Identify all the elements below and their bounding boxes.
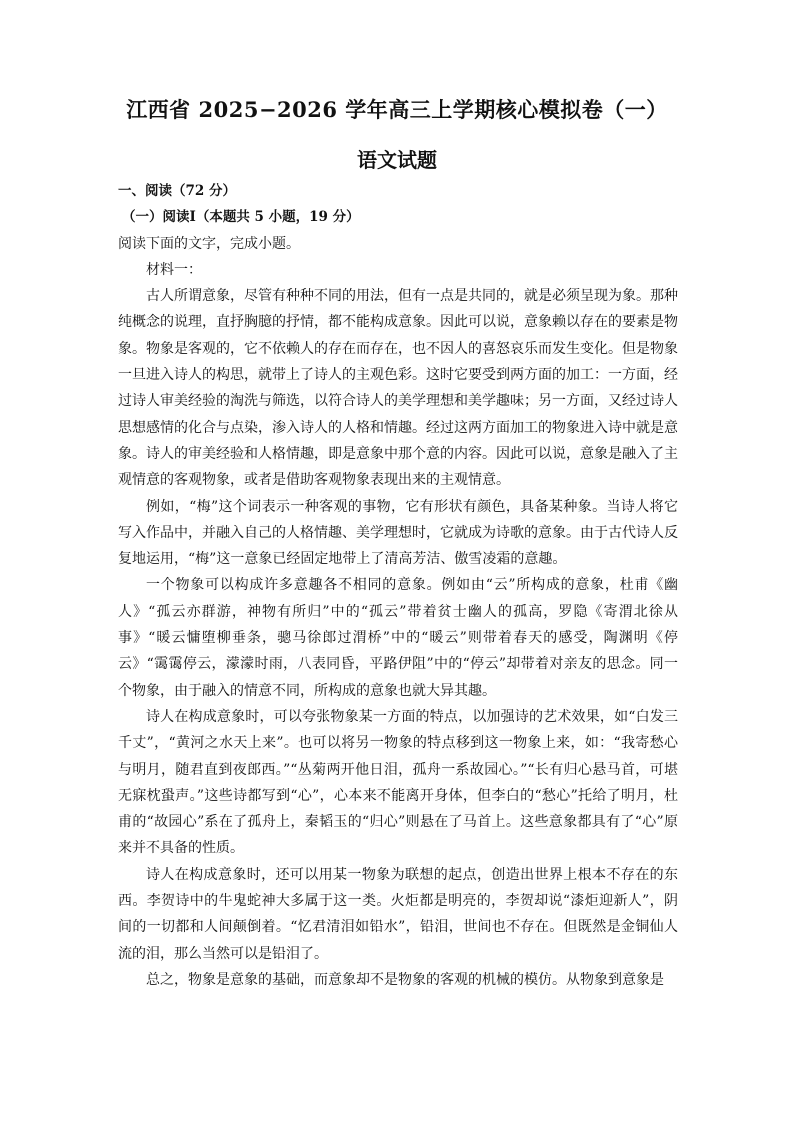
page-subtitle: 语文试题 bbox=[357, 148, 437, 172]
paragraph: 总之，物象是意象的基础，而意象却不是物象的客观的机械的模仿。从物象到意象是 bbox=[146, 971, 664, 988]
subsection-heading: （一）阅读Ⅰ（本题共 5 小题，19 分） bbox=[122, 209, 360, 226]
section-heading: 一、阅读（72 分） bbox=[118, 183, 236, 199]
paragraph: 一个物象可以构成许多意趣各不相同的意象。例如由“云”所构成的意象，杜甫《幽人》“孤云亦群游，神物有所归”中的“孤云”带着贫士幽人的孤高，罗隐《寄渭北徐从事》“暖云慵堕柳垂条，骢马徐郎过渭桥”中的“暖云”则带着春天的感受，陶渊明《停云》“霭霭停云，濛濛时雨，八表同昏，平路伊阻”中的“停云”却带着对亲友的思念。同一个物象，由于融入的情意不同，所构成的意象也就大异其趣。 bbox=[118, 577, 678, 699]
paragraph: 例如，“梅”这个词表示一种客观的事物，它有形状有颜色，具备某种象。当诗人将它写入作品中，并融入自己的人格情趣、美学理想时，它就成为诗歌的意象。由于古代诗人反复地运用，“梅”这一意象已经固定地带上了清高芳洁、傲雪凌霜的意趣。 bbox=[118, 498, 678, 568]
paragraph: 古人所谓意象，尽管有种种不同的用法，但有一点是共同的，就是必须呈现为象。那种纯概念的说理，直抒胸臆的抒情，都不能构成意象。因此可以说，意象赖以存在的要素是物象。物象是客观的，它不依赖人的存在而存在，也不因人的喜怒哀乐而发生变化。但是物象一旦进入诗人的构思，就带上了诗人的主观色彩。这时它要受到两方面的加工：一方面，经过诗人审美经验的淘洗与筛选，以符合诗人的美学理想和美学趣味；另一方面，又经过诗人思想感情的化合与点染，渗入诗人的人格和情趣。经过这两方面加工的物象进入诗中就是意象。诗人的审美经验和人格情趣，即是意象中那个意的内容。因此可以说，意象是融入了主观情意的客观物象，或者是借助客观物象表现出来的主观情意。 bbox=[118, 288, 678, 489]
page-title: 江西省 2025−2026 学年高三上学期核心模拟卷（一） bbox=[126, 97, 668, 122]
material-label: 材料一： bbox=[146, 261, 202, 278]
instruction-text: 阅读下面的文字，完成小题。 bbox=[118, 235, 300, 252]
paragraph: 诗人在构成意象时，可以夸张物象某一方面的特点，以加强诗的艺术效果，如“白发三千丈”，“黄河之水天上来”。也可以将另一物象的特点移到这一物象上来，如：“我寄愁心与明月，随君直到夜郎西。”“丛菊两开他日泪，孤舟一系故园心。”“长有归心悬马首，可堪无寐枕蛩声。”这些诗都写到“心”，心本来不能离开身体，但李白的“愁心”托给了明月，杜甫的“故园心”系在了孤舟上，秦韬玉的“归心”则悬在了马首上。这些意象都具有了“心”原来并不具备的性质。 bbox=[118, 708, 678, 857]
paragraph: 诗人在构成意象时，还可以用某一物象为联想的起点，创造出世界上根本不存在的东西。李贺诗中的牛鬼蛇神大多属于这一类。火炬都是明亮的，李贺却说“漆炬迎新人”，阴间的一切都和人间颠倒着。“忆君清泪如铅水”，铅泪，世间也不存在。但既然是金铜仙人流的泪，那么当然可以是铅泪了。 bbox=[118, 866, 678, 962]
reading-content bbox=[118, 178, 678, 993]
